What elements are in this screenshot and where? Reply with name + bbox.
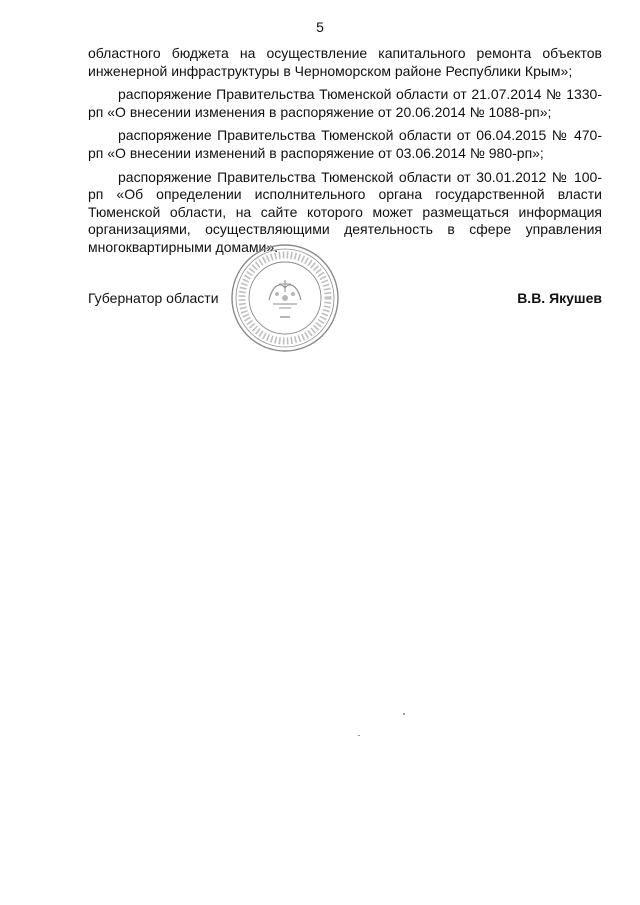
scan-speck xyxy=(403,713,405,715)
paragraph-order-100: распоряжение Правительства Тюменской области от 30.01.2012 № 100-рп «Об определении исполнительного органа государственной власти Тюменской области, на сайте которого может размещаться информация организациями, осуществляющими деятельность в сфере управления многоквартирными домами». xyxy=(88,168,602,255)
scan-speck xyxy=(358,735,360,736)
official-seal-icon xyxy=(229,242,341,354)
signatory-name: В.В. Якушев xyxy=(517,290,602,306)
paragraph-continued: областного бюджета на осуществление капитального ремонта объектов инженерной инфраструктуры в Черноморском районе Республики Крым»; xyxy=(88,45,602,79)
page-number: 5 xyxy=(316,19,324,35)
signatory-position: Губернатор области xyxy=(88,290,219,306)
paragraph-order-470: распоряжение Правительства Тюменской области от 06.04.2015 № 470-рп «О внесении изменений в распоряжение от 03.06.2014 № 980-рп»; xyxy=(88,127,602,161)
paragraph-order-1330: распоряжение Правительства Тюменской области от 21.07.2014 № 1330-рп «О внесении изменения в распоряжение от 20.06.2014 № 1088-рп»; xyxy=(88,86,602,120)
document-body xyxy=(88,45,602,263)
